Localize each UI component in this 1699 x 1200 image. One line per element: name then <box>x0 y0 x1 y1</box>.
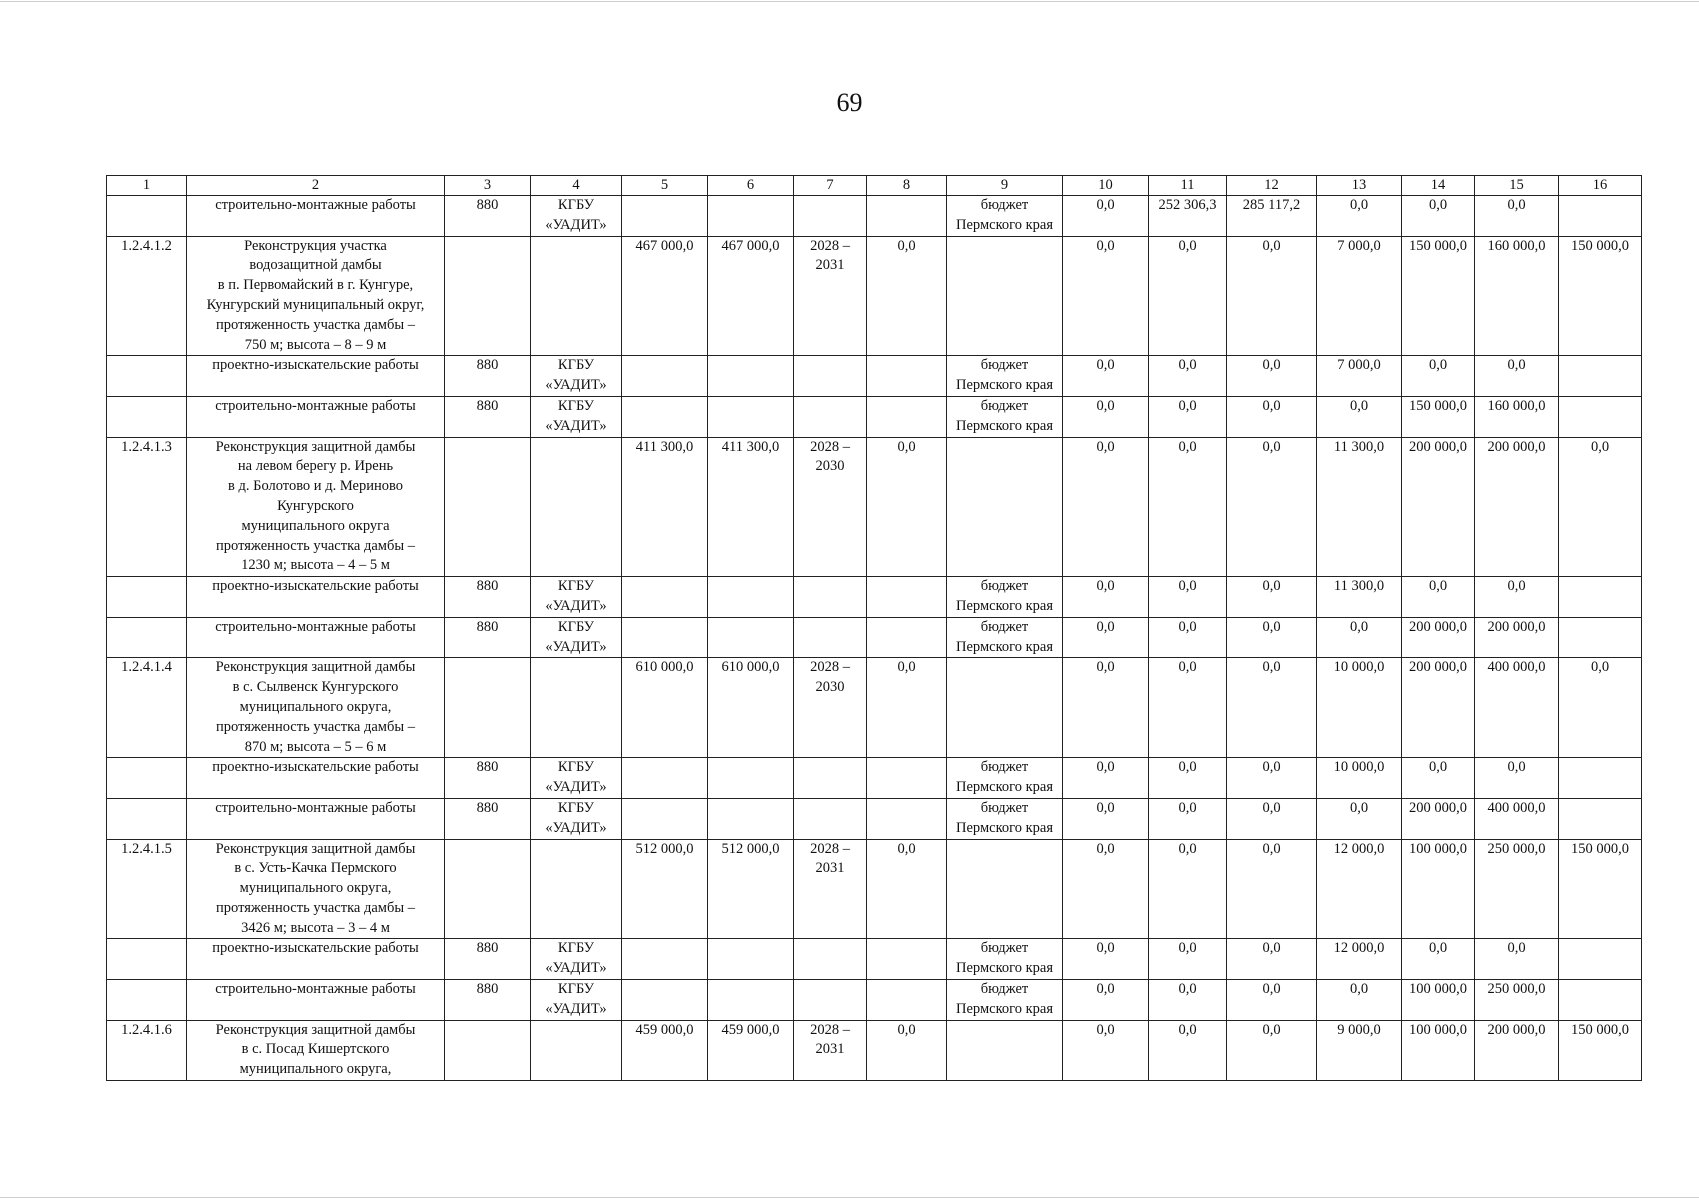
cell-col5: 459 000,0 <box>622 1020 708 1080</box>
cell-years <box>794 798 867 839</box>
column-header-5: 5 <box>622 176 708 196</box>
cell-source: бюджет Пермского края <box>947 980 1063 1021</box>
cell-col15: 200 000,0 <box>1475 1020 1559 1080</box>
cell-code: 1.2.4.1.2 <box>107 236 187 356</box>
cell-source: бюджет Пермского края <box>947 758 1063 799</box>
cell-name: строительно-монтажные работы <box>187 196 445 237</box>
cell-col10: 0,0 <box>1063 196 1149 237</box>
cell-source: бюджет Пермского края <box>947 196 1063 237</box>
table-header <box>107 176 1642 196</box>
column-header-12: 12 <box>1227 176 1317 196</box>
cell-col5 <box>622 396 708 437</box>
cell-source: бюджет Пермского края <box>947 356 1063 397</box>
cell-col4: КГБУ «УАДИТ» <box>531 939 622 980</box>
cell-col11: 0,0 <box>1149 980 1227 1021</box>
cell-years: 2028 – 2031 <box>794 236 867 356</box>
cell-col5: 411 300,0 <box>622 437 708 577</box>
cell-col16 <box>1559 196 1642 237</box>
cell-col12: 0,0 <box>1227 577 1317 618</box>
cell-col12: 0,0 <box>1227 839 1317 939</box>
table-row <box>107 658 1642 758</box>
cell-col10: 0,0 <box>1063 356 1149 397</box>
cell-col16: 0,0 <box>1559 658 1642 758</box>
cell-col16 <box>1559 617 1642 658</box>
table-row <box>107 437 1642 577</box>
cell-col15: 0,0 <box>1475 196 1559 237</box>
cell-col8 <box>867 356 947 397</box>
cell-col8 <box>867 939 947 980</box>
cell-col14: 200 000,0 <box>1402 617 1475 658</box>
cell-name: Реконструкция защитной дамбы в с. Сылвенск Кунгурского муниципального округа, протяженность участка дамбы – 870 м; высота – 5 – 6 м <box>187 658 445 758</box>
cell-code <box>107 196 187 237</box>
cell-col3: 880 <box>445 798 531 839</box>
column-header-7: 7 <box>794 176 867 196</box>
cell-name: Реконструкция защитной дамбы в с. Усть-Качка Пермского муниципального округа, протяженность участка дамбы – 3426 м; высота – 3 – 4 м <box>187 839 445 939</box>
cell-years <box>794 196 867 237</box>
cell-col10: 0,0 <box>1063 758 1149 799</box>
cell-col6: 411 300,0 <box>708 437 794 577</box>
cell-col13: 7 000,0 <box>1317 356 1402 397</box>
cell-col8: 0,0 <box>867 1020 947 1080</box>
cell-col3: 880 <box>445 577 531 618</box>
cell-source <box>947 236 1063 356</box>
cell-col8: 0,0 <box>867 236 947 356</box>
cell-col11: 0,0 <box>1149 1020 1227 1080</box>
cell-col5 <box>622 617 708 658</box>
cell-col8: 0,0 <box>867 437 947 577</box>
table-row <box>107 617 1642 658</box>
cell-code <box>107 356 187 397</box>
cell-code: 1.2.4.1.6 <box>107 1020 187 1080</box>
cell-col10: 0,0 <box>1063 437 1149 577</box>
cell-code <box>107 798 187 839</box>
cell-col4: КГБУ «УАДИТ» <box>531 196 622 237</box>
column-header-10: 10 <box>1063 176 1149 196</box>
cell-col11: 0,0 <box>1149 236 1227 356</box>
cell-col5 <box>622 196 708 237</box>
cell-col5 <box>622 758 708 799</box>
cell-col15: 160 000,0 <box>1475 396 1559 437</box>
cell-col10: 0,0 <box>1063 577 1149 618</box>
cell-col15: 160 000,0 <box>1475 236 1559 356</box>
cell-col6: 467 000,0 <box>708 236 794 356</box>
cell-col3: 880 <box>445 980 531 1021</box>
table-row <box>107 798 1642 839</box>
cell-name: строительно-монтажные работы <box>187 396 445 437</box>
cell-name: Реконструкция защитной дамбы в с. Посад Кишертского муниципального округа, <box>187 1020 445 1080</box>
cell-name: проектно-изыскательские работы <box>187 939 445 980</box>
cell-col3: 880 <box>445 939 531 980</box>
cell-col12: 0,0 <box>1227 758 1317 799</box>
cell-col13: 7 000,0 <box>1317 236 1402 356</box>
cell-col4 <box>531 437 622 577</box>
column-header-6: 6 <box>708 176 794 196</box>
cell-col15: 400 000,0 <box>1475 798 1559 839</box>
table-row <box>107 758 1642 799</box>
cell-years: 2028 – 2030 <box>794 437 867 577</box>
cell-col10: 0,0 <box>1063 839 1149 939</box>
cell-col11: 0,0 <box>1149 577 1227 618</box>
cell-source: бюджет Пермского края <box>947 577 1063 618</box>
column-header-13: 13 <box>1317 176 1402 196</box>
cell-code: 1.2.4.1.5 <box>107 839 187 939</box>
cell-col12: 285 117,2 <box>1227 196 1317 237</box>
cell-col3: 880 <box>445 196 531 237</box>
cell-years <box>794 980 867 1021</box>
cell-years <box>794 939 867 980</box>
cell-col4: КГБУ «УАДИТ» <box>531 577 622 618</box>
cell-col13: 0,0 <box>1317 196 1402 237</box>
table-row <box>107 356 1642 397</box>
cell-col6 <box>708 577 794 618</box>
cell-source: бюджет Пермского края <box>947 939 1063 980</box>
cell-col5 <box>622 980 708 1021</box>
cell-col4 <box>531 1020 622 1080</box>
cell-col16 <box>1559 396 1642 437</box>
table-row <box>107 839 1642 939</box>
cell-col10: 0,0 <box>1063 1020 1149 1080</box>
cell-col14: 100 000,0 <box>1402 839 1475 939</box>
column-header-15: 15 <box>1475 176 1559 196</box>
cell-col3: 880 <box>445 617 531 658</box>
cell-col13: 12 000,0 <box>1317 839 1402 939</box>
cell-col6 <box>708 396 794 437</box>
cell-source: бюджет Пермского края <box>947 396 1063 437</box>
cell-col11: 0,0 <box>1149 356 1227 397</box>
cell-code <box>107 939 187 980</box>
cell-col11: 0,0 <box>1149 839 1227 939</box>
page-number: 69 <box>836 88 863 117</box>
cell-col13: 11 300,0 <box>1317 577 1402 618</box>
cell-col15: 250 000,0 <box>1475 839 1559 939</box>
cell-col5: 610 000,0 <box>622 658 708 758</box>
cell-col15: 0,0 <box>1475 356 1559 397</box>
cell-col6 <box>708 196 794 237</box>
cell-name: Реконструкция участка водозащитной дамбы в п. Первомайский в г. Кунгуре, Кунгурский муниципальный округ, протяженность участка дамбы – 750 м; высота – 8 – 9 м <box>187 236 445 356</box>
cell-source <box>947 658 1063 758</box>
cell-name: Реконструкция защитной дамбы на левом берегу р. Ирень в д. Болотово и д. Мериново Кунгурского муниципального округа протяженность участка дамбы – 1230 м; высота – 4 – 5 м <box>187 437 445 577</box>
cell-col3 <box>445 839 531 939</box>
cell-col16: 150 000,0 <box>1559 236 1642 356</box>
column-header-14: 14 <box>1402 176 1475 196</box>
cell-col10: 0,0 <box>1063 980 1149 1021</box>
cell-years: 2028 – 2030 <box>794 658 867 758</box>
cell-col5 <box>622 356 708 397</box>
cell-col5: 512 000,0 <box>622 839 708 939</box>
cell-col11: 0,0 <box>1149 798 1227 839</box>
cell-col4 <box>531 658 622 758</box>
cell-col14: 200 000,0 <box>1402 437 1475 577</box>
cell-col6 <box>708 356 794 397</box>
cell-col4: КГБУ «УАДИТ» <box>531 617 622 658</box>
table-row <box>107 236 1642 356</box>
cell-code: 1.2.4.1.4 <box>107 658 187 758</box>
cell-col3 <box>445 658 531 758</box>
cell-col11: 0,0 <box>1149 437 1227 577</box>
cell-col8 <box>867 617 947 658</box>
table-row <box>107 980 1642 1021</box>
cell-col13: 9 000,0 <box>1317 1020 1402 1080</box>
column-header-1: 1 <box>107 176 187 196</box>
cell-col14: 200 000,0 <box>1402 798 1475 839</box>
cell-col16: 150 000,0 <box>1559 839 1642 939</box>
cell-col13: 11 300,0 <box>1317 437 1402 577</box>
cell-name: строительно-монтажные работы <box>187 617 445 658</box>
cell-col12: 0,0 <box>1227 437 1317 577</box>
table-row <box>107 1020 1642 1080</box>
scan-edge-top <box>0 1 1699 2</box>
cell-col6 <box>708 617 794 658</box>
cell-col10: 0,0 <box>1063 396 1149 437</box>
cell-col16 <box>1559 577 1642 618</box>
cell-col8 <box>867 577 947 618</box>
cell-col12: 0,0 <box>1227 236 1317 356</box>
column-header-16: 16 <box>1559 176 1642 196</box>
cell-col12: 0,0 <box>1227 939 1317 980</box>
cell-col8: 0,0 <box>867 658 947 758</box>
cell-col16 <box>1559 798 1642 839</box>
cell-years <box>794 758 867 799</box>
cell-code <box>107 396 187 437</box>
cell-code <box>107 980 187 1021</box>
cell-col12: 0,0 <box>1227 980 1317 1021</box>
cell-source <box>947 437 1063 577</box>
cell-col15: 0,0 <box>1475 577 1559 618</box>
cell-col3 <box>445 1020 531 1080</box>
cell-col5: 467 000,0 <box>622 236 708 356</box>
cell-col6 <box>708 798 794 839</box>
cell-col12: 0,0 <box>1227 798 1317 839</box>
table-body <box>107 196 1642 1081</box>
budget-table <box>106 175 1642 1081</box>
cell-source: бюджет Пермского края <box>947 798 1063 839</box>
cell-col5 <box>622 577 708 618</box>
cell-name: проектно-изыскательские работы <box>187 577 445 618</box>
cell-col11: 0,0 <box>1149 939 1227 980</box>
scan-edge-bottom <box>0 1197 1699 1198</box>
cell-col10: 0,0 <box>1063 658 1149 758</box>
cell-col14: 100 000,0 <box>1402 980 1475 1021</box>
cell-col10: 0,0 <box>1063 798 1149 839</box>
cell-years <box>794 396 867 437</box>
cell-col15: 200 000,0 <box>1475 617 1559 658</box>
cell-col6: 512 000,0 <box>708 839 794 939</box>
cell-col16 <box>1559 980 1642 1021</box>
column-header-11: 11 <box>1149 176 1227 196</box>
cell-col11: 0,0 <box>1149 396 1227 437</box>
cell-col6: 459 000,0 <box>708 1020 794 1080</box>
cell-col11: 0,0 <box>1149 758 1227 799</box>
cell-col3 <box>445 437 531 577</box>
cell-name: строительно-монтажные работы <box>187 980 445 1021</box>
cell-col15: 400 000,0 <box>1475 658 1559 758</box>
cell-col14: 0,0 <box>1402 196 1475 237</box>
column-header-3: 3 <box>445 176 531 196</box>
cell-col16 <box>1559 758 1642 799</box>
table-row <box>107 196 1642 237</box>
cell-name: проектно-изыскательские работы <box>187 356 445 397</box>
cell-code <box>107 758 187 799</box>
cell-col14: 150 000,0 <box>1402 236 1475 356</box>
cell-col11: 0,0 <box>1149 617 1227 658</box>
cell-col15: 200 000,0 <box>1475 437 1559 577</box>
cell-col6 <box>708 939 794 980</box>
cell-name: проектно-изыскательские работы <box>187 758 445 799</box>
cell-col4: КГБУ «УАДИТ» <box>531 980 622 1021</box>
cell-code: 1.2.4.1.3 <box>107 437 187 577</box>
cell-years: 2028 – 2031 <box>794 839 867 939</box>
cell-col6 <box>708 980 794 1021</box>
column-header-4: 4 <box>531 176 622 196</box>
cell-years: 2028 – 2031 <box>794 1020 867 1080</box>
cell-name: строительно-монтажные работы <box>187 798 445 839</box>
cell-col14: 200 000,0 <box>1402 658 1475 758</box>
cell-col13: 12 000,0 <box>1317 939 1402 980</box>
cell-col13: 10 000,0 <box>1317 758 1402 799</box>
table-row <box>107 396 1642 437</box>
cell-source: бюджет Пермского края <box>947 617 1063 658</box>
cell-col12: 0,0 <box>1227 356 1317 397</box>
cell-col4: КГБУ «УАДИТ» <box>531 356 622 397</box>
cell-col4: КГБУ «УАДИТ» <box>531 396 622 437</box>
cell-col14: 0,0 <box>1402 577 1475 618</box>
cell-col4 <box>531 839 622 939</box>
cell-col13: 0,0 <box>1317 396 1402 437</box>
cell-col15: 0,0 <box>1475 758 1559 799</box>
cell-col14: 0,0 <box>1402 758 1475 799</box>
cell-col8 <box>867 798 947 839</box>
cell-col16: 150 000,0 <box>1559 1020 1642 1080</box>
cell-col10: 0,0 <box>1063 236 1149 356</box>
cell-col3: 880 <box>445 758 531 799</box>
cell-years <box>794 356 867 397</box>
cell-col8 <box>867 980 947 1021</box>
cell-col11: 252 306,3 <box>1149 196 1227 237</box>
cell-col14: 0,0 <box>1402 356 1475 397</box>
cell-col8 <box>867 758 947 799</box>
cell-col6: 610 000,0 <box>708 658 794 758</box>
cell-col5 <box>622 939 708 980</box>
cell-col3 <box>445 236 531 356</box>
column-header-8: 8 <box>867 176 947 196</box>
cell-col15: 250 000,0 <box>1475 980 1559 1021</box>
cell-col10: 0,0 <box>1063 939 1149 980</box>
cell-col15: 0,0 <box>1475 939 1559 980</box>
table-row <box>107 939 1642 980</box>
cell-source <box>947 839 1063 939</box>
cell-col13: 10 000,0 <box>1317 658 1402 758</box>
cell-col8 <box>867 196 947 237</box>
cell-col14: 0,0 <box>1402 939 1475 980</box>
cell-col12: 0,0 <box>1227 1020 1317 1080</box>
table-row <box>107 577 1642 618</box>
cell-col6 <box>708 758 794 799</box>
cell-code <box>107 577 187 618</box>
cell-col12: 0,0 <box>1227 396 1317 437</box>
cell-col16 <box>1559 939 1642 980</box>
cell-col13: 0,0 <box>1317 617 1402 658</box>
cell-code <box>107 617 187 658</box>
cell-col11: 0,0 <box>1149 658 1227 758</box>
cell-col13: 0,0 <box>1317 980 1402 1021</box>
cell-source <box>947 1020 1063 1080</box>
cell-years <box>794 577 867 618</box>
cell-col3: 880 <box>445 356 531 397</box>
cell-col4: КГБУ «УАДИТ» <box>531 798 622 839</box>
cell-col16 <box>1559 356 1642 397</box>
column-header-9: 9 <box>947 176 1063 196</box>
cell-col3: 880 <box>445 396 531 437</box>
column-header-2: 2 <box>187 176 445 196</box>
cell-years <box>794 617 867 658</box>
cell-col14: 150 000,0 <box>1402 396 1475 437</box>
cell-col10: 0,0 <box>1063 617 1149 658</box>
cell-col16: 0,0 <box>1559 437 1642 577</box>
cell-col14: 100 000,0 <box>1402 1020 1475 1080</box>
cell-col12: 0,0 <box>1227 658 1317 758</box>
cell-col8: 0,0 <box>867 839 947 939</box>
cell-col8 <box>867 396 947 437</box>
cell-col13: 0,0 <box>1317 798 1402 839</box>
cell-col4: КГБУ «УАДИТ» <box>531 758 622 799</box>
cell-col12: 0,0 <box>1227 617 1317 658</box>
header-row <box>107 176 1642 196</box>
cell-col4 <box>531 236 622 356</box>
cell-col5 <box>622 798 708 839</box>
